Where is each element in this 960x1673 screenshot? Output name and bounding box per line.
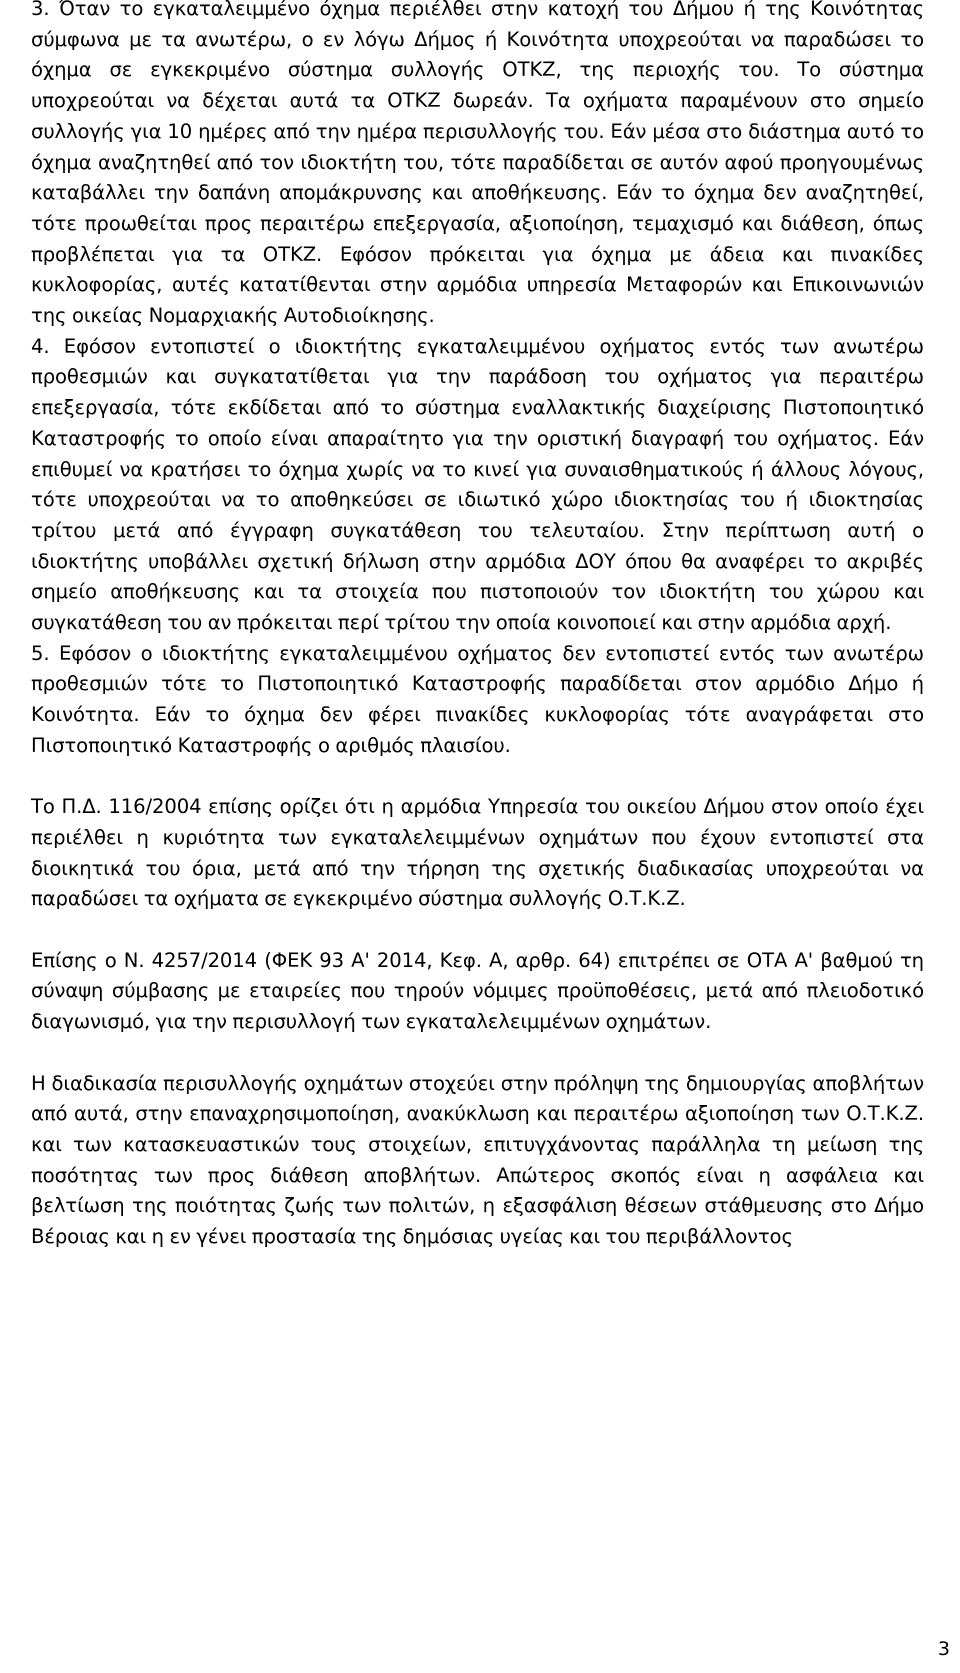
paragraph-item-4: 4. Εφόσον εντοπιστεί ο ιδιοκτήτης εγκαταλειμμένου οχήματος εντός των ανωτέρω προθεσμιών και συγκατατίθεται για την παράδοση του οχήματος για περαιτέρω επεξεργασία, τότε εκδίδεται από το σύστημα εναλλακτικής διαχείρισης Πιστοποιητικό Καταστροφής το οποίο είναι απαραίτητο για την οριστική διαγραφή του οχήματος. Εάν επιθυμεί να κρατήσει το όχημα χωρίς να το κινεί για συναισθηματικούς ή άλλους λόγους, τότε υποχρεούται να το αποθηκεύσει σε ιδιωτικό χώρο ιδιοκτησίας του ή ιδιοκτησίας τρίτου μετά από έγγραφη συγκατάθεση του τελευταίου. Στην περίπτωση αυτή ο ιδιοκτήτης υποβάλλει σχετική δήλωση στην αρμόδια ΔΟΥ όπου θα αναφέρει το ακριβές σημείο αποθήκευσης και τα στοιχεία που πιστοποιούν τον ιδιοκτήτη του χώρου και συγκατάθεση του αν πρόκειται περί τρίτου την οποία κοινοποιεί και στην αρμόδια αρχή.: [31, 334, 924, 635]
paragraph-item-3: 3. Όταν το εγκαταλειμμένο όχημα περιέλθει στην κατοχή του Δήμου ή της Κοινότητας σύμφωνα με τα ανωτέρω, ο εν λόγω Δήμος ή Κοινότητα υποχρεούται να παραδώσει το όχημα σε εγκεκριμένο σύστημα συλλογής ΟΤΚΖ, της περιοχής του. Το σύστημα υποχρεούται να δέχεται αυτά τα ΟΤΚΖ δωρεάν. Τα οχήματα παραμένουν στο σημείο συλλογής για 10 ημέρες από την ημέρα περισυλλογής του. Εάν μέσα στο διάστημα αυτό το όχημα αναζητηθεί από τον ιδιοκτήτη του, τότε παραδίδεται σε αυτόν αφού προηγουμένως καταβάλλει την δαπάνη απομάκρυνσης και αποθήκευσης. Εάν το όχημα δεν αναζητηθεί, τότε προωθείται προς περαιτέρω επεξεργασία, αξιοποίηση, τεμαχισμό και διάθεση, όπως προβλέπεται για τα ΟΤΚΖ. Εφόσον πρόκειται για όχημα με άδεια και πινακίδες κυκλοφορίας, αυτές κατατίθενται στην αρμόδια υπηρεσία Μεταφορών και Επικοινωνιών της οικείας Νομαρχιακής Αυτοδιοίκησης.: [31, 0, 924, 328]
paragraph-pd-116-2004: Το Π.Δ. 116/2004 επίσης ορίζει ότι η αρμόδια Υπηρεσία του οικείου Δήμου στον οποίο έχει περιέλθει η κυριότητα των εγκαταλελειμμένων οχημάτων που έχουν εντοπιστεί στα διοικητικά του όρια, μετά από την τήρηση της σχετικής διαδικασίας υποχρεούται να παραδώσει τα οχήματα σε εγκεκριμένο σύστημα συλλογής Ο.Τ.Κ.Ζ.: [31, 795, 924, 911]
paragraph-law-4257-2014: Επίσης ο Ν. 4257/2014 (ΦΕΚ 93 Α' 2014, Κεφ. Α, αρθρ. 64) επιτρέπει σε ΟΤΑ Α' βαθμού τη σύναψη σύμβασης με εταιρείες που τηρούν νόμιμες προϋποθέσεις, μετά από πλειοδοτικό διαγωνισμό, για την περισυλλογή των εγκαταλελειμμένων οχημάτων.: [31, 948, 924, 1034]
page-number: 3: [937, 1638, 950, 1660]
document-page: [31, 0, 924, 1253]
paragraph-spacer: [31, 762, 924, 793]
paragraph-spacer: [31, 1038, 924, 1069]
paragraph-collection-purpose: Η διαδικασία περισυλλογής οχημάτων στοχεύει στην πρόληψη της δημιουργίας αποβλήτων από αυτά, στην επαναχρησιμοποίηση, ανακύκλωση και περαιτέρω αξιοποίηση των Ο.Τ.Κ.Ζ. και των κατασκευαστικών τους στοιχείων, επιτυγχάνοντας παράλληλα τη μείωση της ποσότητας των προς διάθεση αποβλήτων. Απώτερος σκοπός είναι η ασφάλεια και βελτίωση της ποιότητας ζωής των πολιτών, η εξασφάλιση θέσεων στάθμευσης στο Δήμο Βέροιας και η εν γένει προστασία της δημόσιας υγείας και του περιβάλλοντος: [31, 1071, 924, 1249]
paragraph-spacer: [31, 915, 924, 946]
paragraph-item-5: 5. Εφόσον ο ιδιοκτήτης εγκαταλειμμένου οχήματος δεν εντοπιστεί εντός των ανωτέρω προθεσμιών τότε το Πιστοποιητικό Καταστροφής παραδίδεται στον αρμόδιο Δήμο ή Κοινότητα. Εάν το όχημα δεν φέρει πινακίδες κυκλοφορίας τότε αναγράφεται στο Πιστοποιητικό Καταστροφής ο αριθμός πλαισίου.: [31, 641, 924, 757]
